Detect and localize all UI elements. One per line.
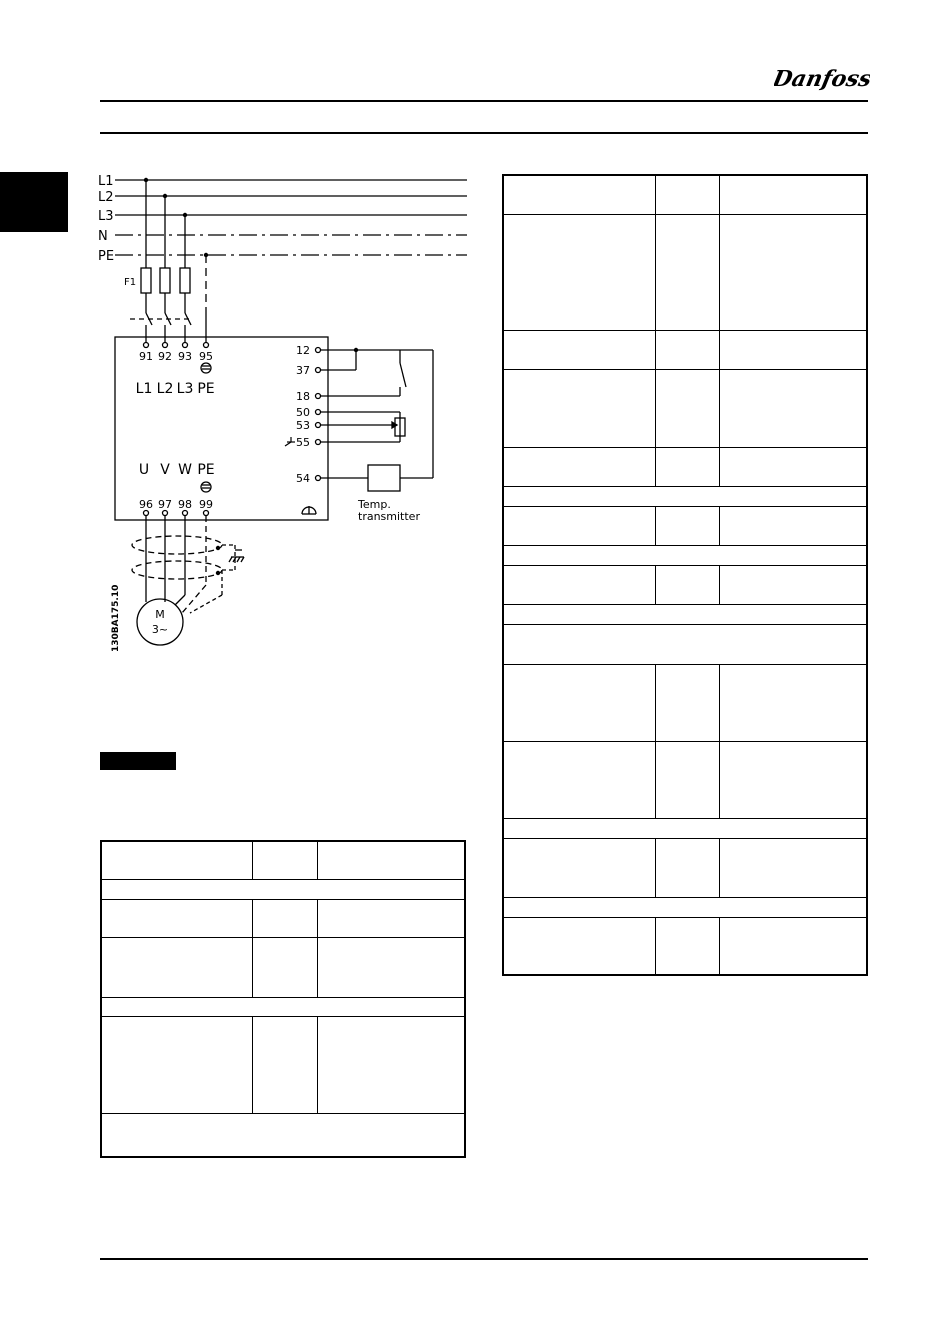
output-terminal-name-u: U: [138, 462, 150, 478]
table-row: [101, 937, 465, 997]
right-spec-table: [502, 174, 868, 976]
transmitter-label-1: Temp.: [358, 498, 391, 511]
input-terminal-name-l1: L1: [135, 381, 153, 397]
table-cell: [655, 838, 719, 897]
table-cell: [317, 841, 465, 879]
chapter-tab-marker: [0, 172, 68, 232]
logo-text: Danfoss: [774, 66, 870, 92]
header-rule-top: [100, 100, 868, 102]
table-cell: [655, 664, 719, 741]
table-cell: [655, 741, 719, 818]
mains-label-l3: L3: [98, 209, 114, 224]
table-cell: [101, 1113, 465, 1157]
table-cell: [503, 506, 655, 545]
table-row: [101, 1016, 465, 1113]
table-cell: [719, 664, 867, 741]
table-cell: [503, 624, 867, 664]
motor-label: M: [155, 608, 165, 621]
output-terminal-name-w: W: [178, 462, 192, 478]
table-cell: [503, 486, 867, 506]
table-section-row: [503, 486, 867, 506]
table-cell: [252, 899, 317, 937]
table-cell: [101, 899, 252, 937]
header-rule-bottom: [100, 132, 868, 134]
output-terminal-name-v: V: [160, 462, 170, 478]
mains-label-l2: L2: [98, 190, 114, 205]
table-row: [503, 330, 867, 369]
table-section-row: [101, 879, 465, 899]
wiring-diagram: [90, 165, 475, 655]
table-row: [101, 899, 465, 937]
table-row: [503, 447, 867, 486]
input-terminal-92: 92: [158, 350, 172, 363]
mains-label-l1: L1: [98, 174, 114, 189]
table-cell: [719, 175, 867, 214]
table-cell: [503, 565, 655, 604]
table-cell: [503, 664, 655, 741]
table-section-row: [503, 897, 867, 917]
control-terminal-53: 53: [296, 419, 310, 432]
danfoss-logo: [774, 56, 870, 96]
mains-label-n: N: [98, 229, 108, 244]
table-cell: [503, 447, 655, 486]
table-cell: [655, 175, 719, 214]
table-cell: [655, 369, 719, 447]
table-section-row: [503, 818, 867, 838]
table-cell: [503, 330, 655, 369]
fuse-label: F1: [124, 277, 137, 288]
table-cell: [503, 741, 655, 818]
table-cell: [719, 447, 867, 486]
table-cell: [503, 214, 655, 330]
table-cell: [655, 565, 719, 604]
input-terminal-name-l3: L3: [176, 381, 194, 397]
common-symbol-icon: [285, 437, 295, 446]
table-cell: [101, 841, 252, 879]
control-terminal-55: 55: [296, 436, 310, 449]
table-cell: [719, 917, 867, 975]
table-cell: [719, 565, 867, 604]
output-terminal-name-pe: PE: [197, 462, 215, 478]
control-terminal-37: 37: [296, 364, 310, 377]
table-section-row: [503, 545, 867, 565]
table-cell: [252, 1016, 317, 1113]
table-row: [503, 506, 867, 545]
figure-id: 130BA175.10: [111, 584, 121, 652]
output-terminal-96: 96: [139, 498, 153, 511]
table-row: [503, 369, 867, 447]
mains-label-pe: PE: [98, 249, 115, 264]
transmitter-label-2: transmitter: [358, 510, 420, 523]
table-cell: [719, 741, 867, 818]
control-terminal-54: 54: [296, 472, 310, 485]
output-terminal-99: 99: [199, 498, 213, 511]
input-terminal-95: 95: [199, 350, 213, 363]
table-footer-row: [101, 1113, 465, 1157]
table-cell: [503, 175, 655, 214]
table-row: [503, 664, 867, 741]
table-cell: [101, 937, 252, 997]
table-section-row: [503, 604, 867, 624]
table-row: [503, 917, 867, 975]
table-row: [503, 214, 867, 330]
input-terminal-name-pe: PE: [197, 381, 215, 397]
table-cell: [317, 899, 465, 937]
table-cell: [655, 447, 719, 486]
table-cell: [719, 506, 867, 545]
left-spec-table: [100, 840, 466, 1158]
table-cell: [655, 917, 719, 975]
input-terminal-name-l2: L2: [156, 381, 174, 397]
table-cell: [101, 997, 465, 1016]
table-cell: [719, 838, 867, 897]
table-cell: [503, 917, 655, 975]
table-cell: [719, 330, 867, 369]
table-cell: [503, 604, 867, 624]
table-cell: [252, 841, 317, 879]
table-cell: [317, 1016, 465, 1113]
table-row: [503, 838, 867, 897]
output-terminal-97: 97: [158, 498, 172, 511]
table-cell: [655, 330, 719, 369]
table-cell: [719, 369, 867, 447]
control-terminal-12: 12: [296, 344, 310, 357]
table-cell: [655, 506, 719, 545]
table-row: [101, 841, 465, 879]
table-cell: [317, 937, 465, 997]
table-cell: [503, 838, 655, 897]
input-terminal-93: 93: [178, 350, 192, 363]
table-row: [503, 175, 867, 214]
table-cell: [503, 545, 867, 565]
table-row: [503, 741, 867, 818]
table-cell: [503, 369, 655, 447]
table-cell: [503, 818, 867, 838]
control-terminal-18: 18: [296, 390, 310, 403]
footer-rule: [100, 1258, 868, 1260]
table-cell: [655, 214, 719, 330]
table-section-row: [101, 997, 465, 1016]
motor-phase: 3~: [151, 623, 169, 636]
table-cell: [101, 879, 465, 899]
table-section-row: [503, 624, 867, 664]
input-terminal-91: 91: [139, 350, 153, 363]
table-cell: [719, 214, 867, 330]
table-cell: [503, 897, 867, 917]
control-terminal-50: 50: [296, 406, 310, 419]
note-label-box: [100, 752, 176, 770]
table-cell: [252, 937, 317, 997]
output-terminal-98: 98: [178, 498, 192, 511]
table-row: [503, 565, 867, 604]
table-cell: [101, 1016, 252, 1113]
